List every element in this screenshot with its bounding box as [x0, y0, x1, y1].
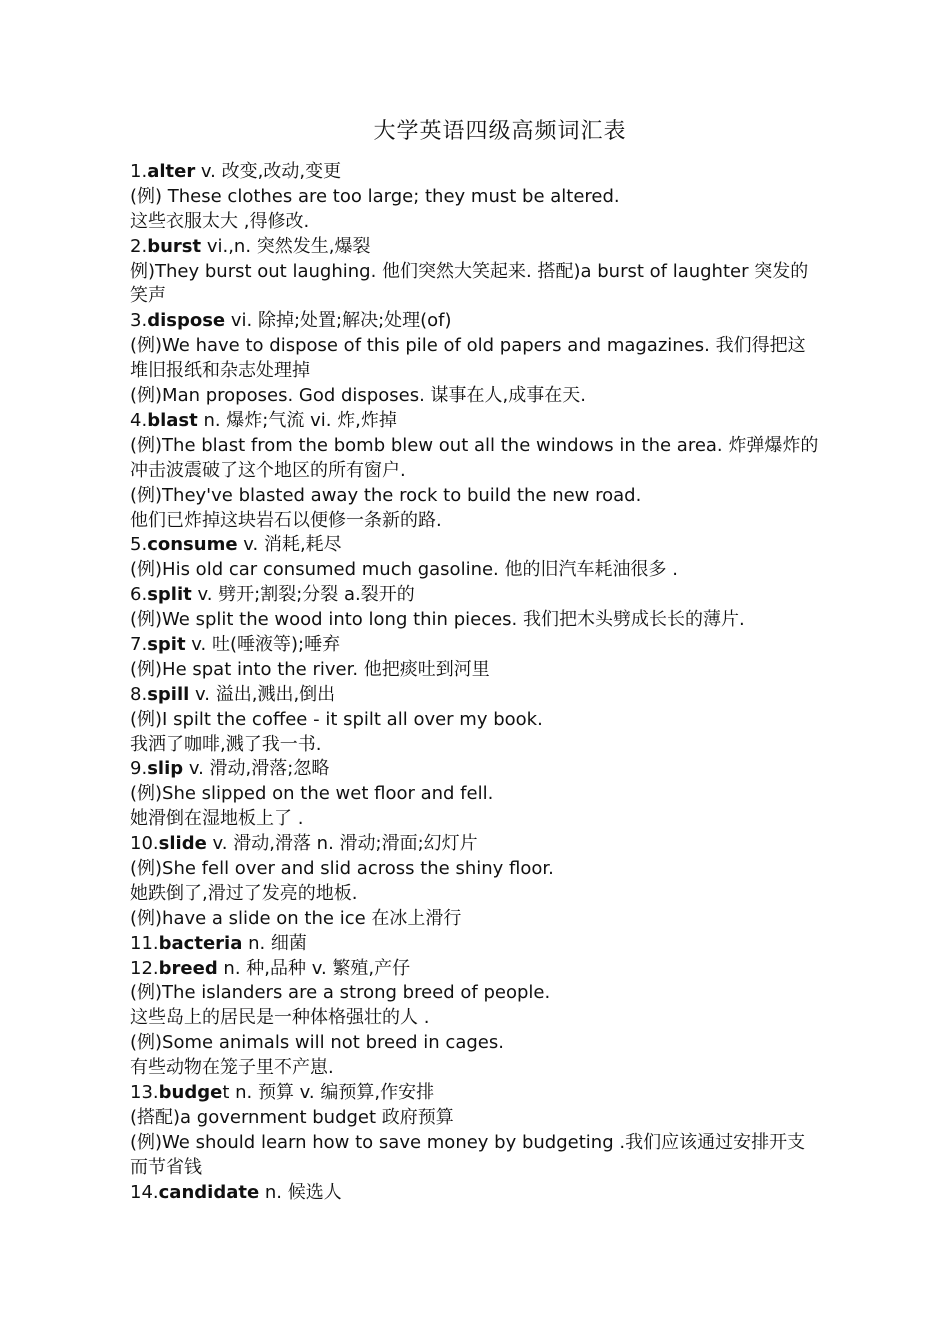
entry-example-line: (例)We should learn how to save money by budgeting .我们应该通过安排开支而节省钱 [130, 1131, 806, 1178]
entry-definition: v. 劈开;割裂;分裂 a.裂开的 [191, 584, 415, 606]
entry-word: alter [147, 161, 196, 182]
entry-word: bacteria [158, 932, 243, 954]
entry-number: 1. [130, 161, 148, 182]
entry-example-line: (例)Man proposes. God disposes. 谋事在人,成事在天. [130, 385, 586, 407]
entry-number: 7. [130, 634, 148, 656]
entry-headword-line [130, 409, 822, 434]
entry-example-line: (例)She slipped on the wet floor and fell. [130, 783, 494, 805]
entry-example-line: (例)They've blasted away the rock to build the new road. [130, 484, 642, 506]
entry-number: 6. [130, 584, 148, 606]
entry-headword-line [130, 932, 822, 957]
vocabulary-list [130, 160, 822, 1206]
entry-headword-line [130, 683, 822, 708]
entry-headword-line [130, 235, 822, 260]
entry-number: 3. [130, 310, 148, 332]
entry-number: 14. [130, 1181, 159, 1203]
entry-headword-line [130, 957, 822, 982]
entry-word: consume [147, 534, 238, 556]
entry-number: 4. [130, 409, 148, 431]
entry-example-line: (例)The blast from the bomb blew out all the windows in the area. 炸弹爆炸的冲击波震破了这个地区的所有窗户. [130, 434, 819, 481]
entry-definition: n. 细菌 [242, 932, 307, 954]
entry-example-line: 我洒了咖啡,溅了我一书. [130, 733, 322, 755]
entry-headword-line [130, 757, 822, 782]
entry-number: 11. [130, 932, 159, 954]
entry-word: candidate [158, 1181, 260, 1203]
entry-word: spill [147, 683, 190, 705]
entry-number: 9. [130, 758, 148, 780]
entry-definition: vi.,n. 突然发生,爆裂 [201, 235, 371, 257]
entry-definition: vi. 除掉;处置;解决;处理(of) [225, 310, 452, 332]
entry-definition: v. 消耗,耗尽 [237, 534, 342, 556]
entry-definition: v. 滑动,滑落 n. 滑动;滑面;幻灯片 [206, 833, 478, 855]
entry-word: split [147, 584, 192, 606]
entry-headword-line [130, 309, 822, 334]
entry-word: budge [158, 1082, 223, 1104]
entry-headword-line [130, 832, 822, 857]
entry-word: slide [158, 833, 207, 855]
entry-example-line: 她滑倒在湿地板上了 . [130, 808, 304, 830]
entry-number: 13. [130, 1082, 159, 1104]
entry-example-line: (例)Some animals will not breed in cages. [130, 1032, 504, 1054]
entry-number: 12. [130, 957, 159, 979]
entry-example-line: 她跌倒了,滑过了发亮的地板. [130, 882, 358, 904]
entry-example-line: (例)We split the wood into long thin pieces. 我们把木头劈成长长的薄片. [130, 609, 745, 631]
entry-definition: n. 爆炸;气流 vi. 炸,炸掉 [197, 409, 397, 431]
entry-definition: n. 种,品种 v. 繁殖,产仔 [217, 957, 411, 979]
entry-headword-line [130, 160, 822, 185]
entry-word: slip [147, 758, 184, 780]
entry-headword-line [130, 1181, 822, 1206]
entry-definition: t n. 预算 v. 编预算,作安排 [222, 1082, 435, 1104]
entry-headword-line [130, 1081, 822, 1106]
entry-definition: v. 滑动,滑落;忽略 [183, 758, 330, 780]
entry-number: 5. [130, 534, 148, 556]
entry-word: dispose [147, 310, 226, 332]
entry-word: blast [147, 409, 198, 431]
entry-example-line: (例)He spat into the river. 他把痰吐到河里 [130, 658, 490, 680]
entry-example-line: (搭配)a government budget 政府预算 [130, 1106, 454, 1128]
entry-headword-line [130, 583, 822, 608]
entry-definition: v. 溢出,溅出,倒出 [189, 683, 336, 705]
entry-example-line: (例)She fell over and slid across the shiny floor. [130, 858, 554, 880]
entry-definition: v. 吐(唾液等);唾弃 [185, 634, 341, 656]
entry-example-line: (例)The islanders are a strong breed of people. [130, 982, 551, 1004]
entry-definition: v. 改变,改动,变更 [195, 161, 342, 182]
entry-word: burst [147, 235, 202, 257]
entry-definition: n. 候选人 [259, 1181, 342, 1203]
entry-example-line: 例)They burst out laughing. 他们突然大笑起来. 搭配)a burst of laughter 突发的笑声 [130, 260, 809, 307]
page-title: 大学英语四级高频词汇表 [373, 119, 627, 144]
entry-word: breed [158, 957, 218, 979]
entry-example-line: (例)have a slide on the ice 在冰上滑行 [130, 907, 462, 929]
entry-word: spit [147, 634, 186, 656]
entry-example-line: 这些岛上的居民是一种体格强壮的人 . [130, 1007, 430, 1029]
entry-example-line: (例) These clothes are too large; they must be altered. [130, 185, 620, 207]
entry-headword-line [130, 533, 822, 558]
entry-number: 10. [130, 833, 159, 855]
entry-example-line: 这些衣服太大 ,得修改. [130, 210, 310, 232]
entry-example-line: 有些动物在笼子里不产崽. [130, 1057, 334, 1079]
entry-number: 2. [130, 235, 148, 257]
entry-number: 8. [130, 683, 148, 705]
entry-example-line: 他们已炸掉这块岩石以便修一条新的路. [130, 509, 442, 531]
entry-example-line: (例)I spilt the coffee - it spilt all over my book. [130, 708, 543, 730]
entry-example-line: (例)We have to dispose of this pile of old papers and magazines. 我们得把这堆旧报纸和杂志处理掉 [130, 335, 806, 382]
entry-example-line: (例)His old car consumed much gasoline. 他的旧汽车耗油很多 . [130, 559, 678, 581]
entry-headword-line [130, 633, 822, 658]
